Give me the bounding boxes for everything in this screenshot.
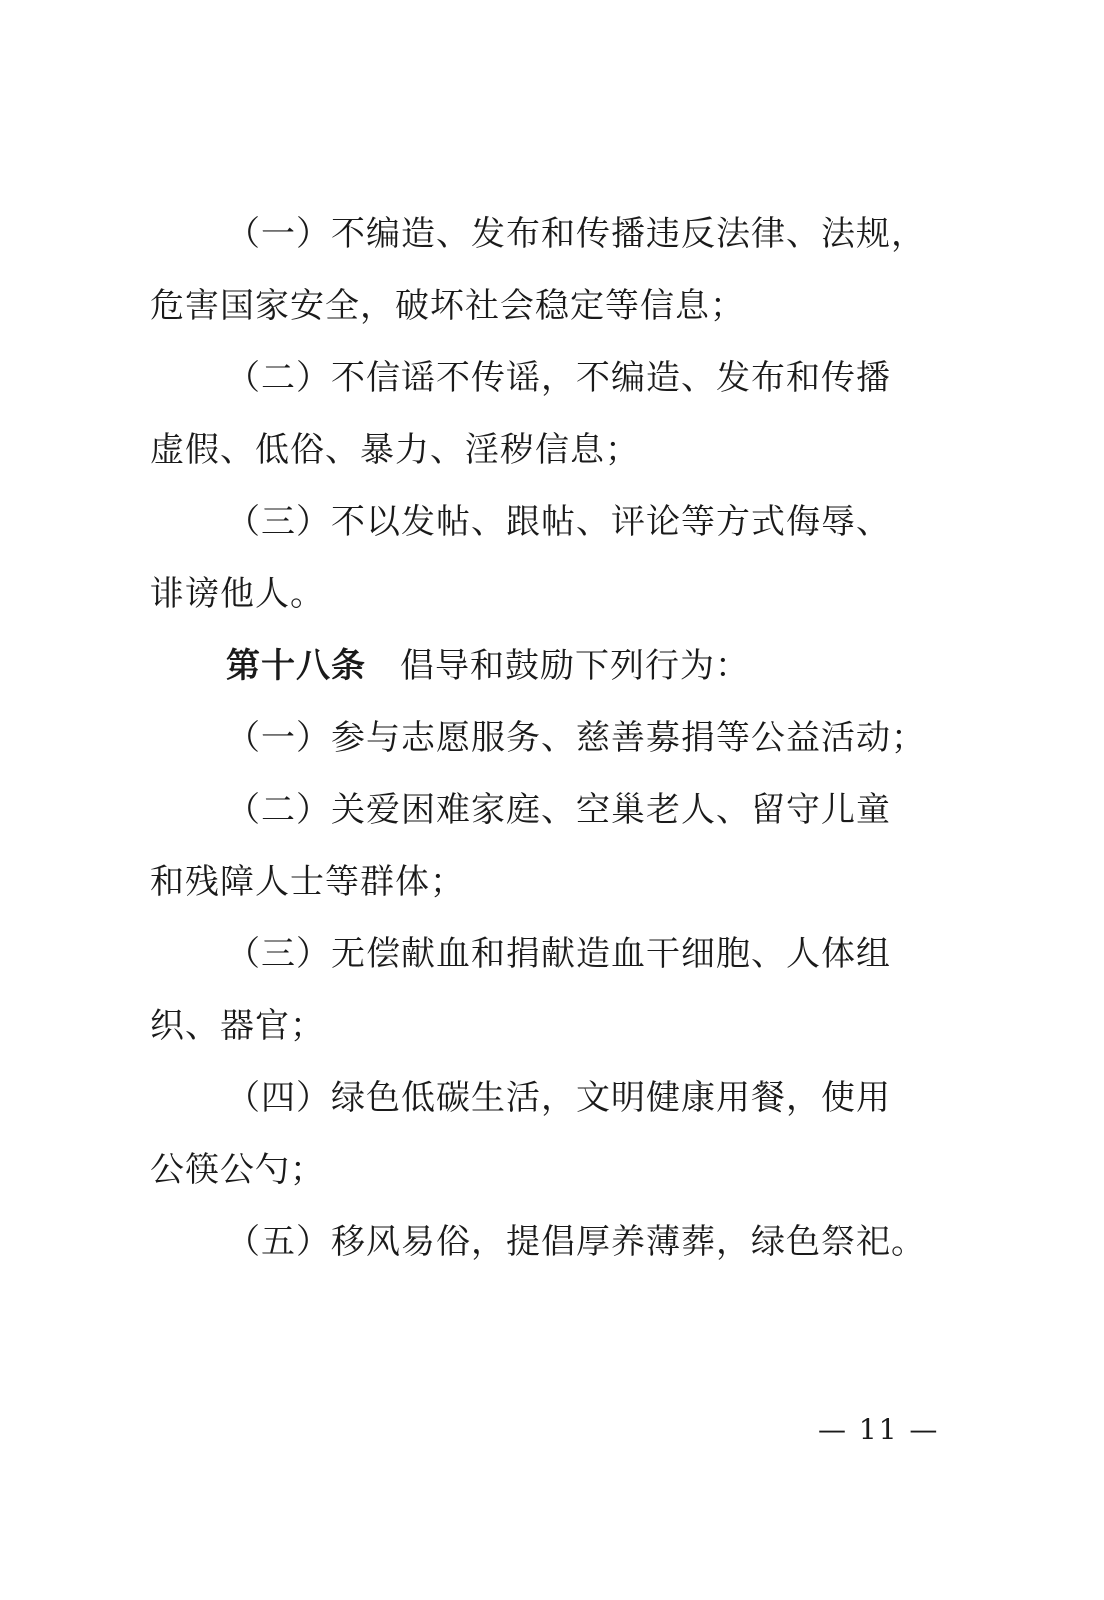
list-item: （二）关爱困难家庭、空巢老人、留守儿童 (226, 790, 891, 830)
article-heading: 第十八条 (226, 646, 366, 686)
list-item-continuation: 和残障人士等群体； (150, 862, 465, 902)
article-text: 倡导和鼓励下列行为： (400, 646, 750, 686)
list-item-continuation: 织、器官； (150, 1006, 325, 1046)
paragraph-line: 危害国家安全，破坏社会稳定等信息； (150, 286, 745, 326)
list-item: （三）无偿献血和捐献造血干细胞、人体组 (226, 934, 891, 974)
list-item: （五）移风易俗，提倡厚养薄葬，绿色祭祀。 (226, 1222, 926, 1262)
paragraph-line: （一）不编造、发布和传播违反法律、法规， (226, 214, 926, 254)
list-item-continuation: 公筷公勺； (150, 1150, 325, 1190)
article-line (150, 630, 910, 702)
list-item: （四）绿色低碳生活，文明健康用餐，使用 (226, 1078, 891, 1118)
paragraph-line: （三）不以发帖、跟帖、评论等方式侮辱、 (226, 502, 891, 542)
page-number: — 11 — (818, 1413, 940, 1446)
document-body (150, 198, 926, 1278)
paragraph-line: （二）不信谣不传谣，不编造、发布和传播 (226, 358, 891, 398)
list-item: （一）参与志愿服务、慈善募捐等公益活动； (226, 718, 926, 758)
paragraph-line: 诽谤他人。 (150, 574, 325, 614)
paragraph-line: 虚假、低俗、暴力、淫秽信息； (150, 430, 640, 470)
